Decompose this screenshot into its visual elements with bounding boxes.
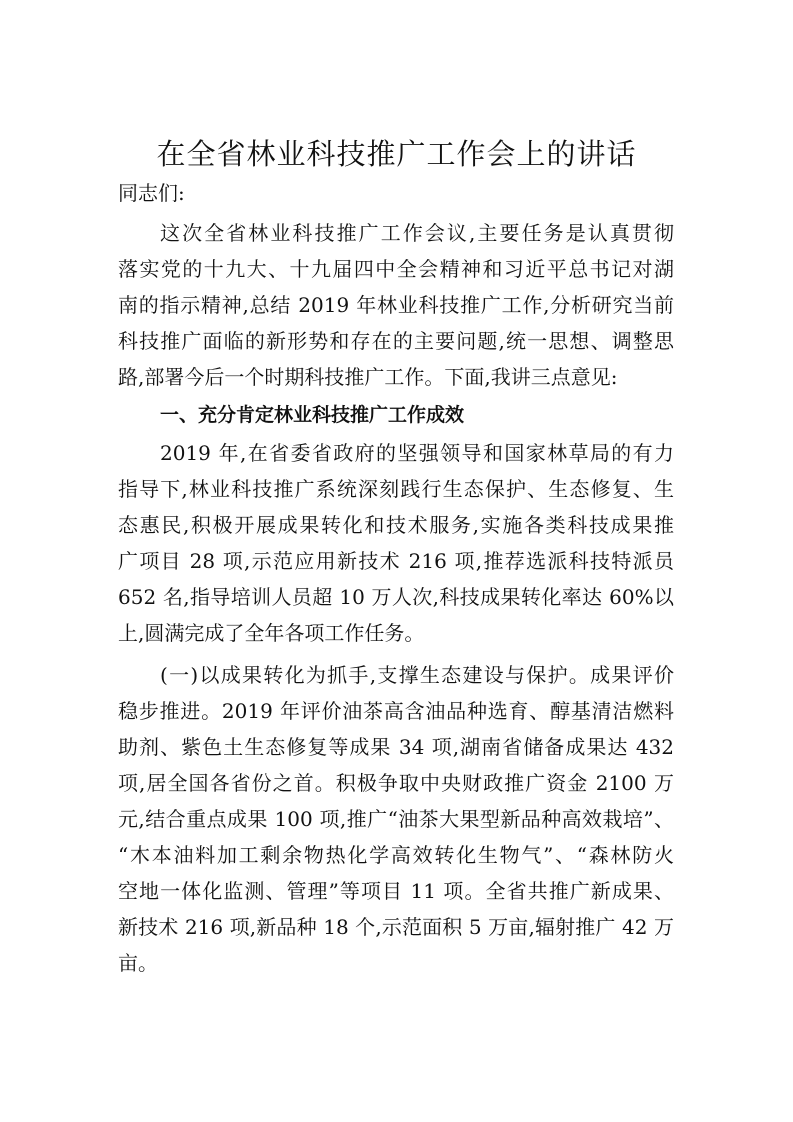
document-title: 在全省林业科技推广工作会上的讲话 (156, 137, 637, 171)
paragraph-line: 652 名,指导培训人员超 10 万人次,科技成果转化率达 60%以 (118, 585, 674, 609)
paragraph-line: 路,部署今后一个时期科技推广工作。下面,我讲三点意见: (118, 365, 618, 389)
section-heading: 一、充分肯定林业科技推广工作成效 (160, 404, 465, 426)
paragraph-line: “木本油料加工剩余物热化学高效转化生物气”、“森林防火 (118, 843, 674, 867)
paragraph-line: 空地一体化监测、管理”等项目 11 项。全省共推广新成果、 (118, 879, 674, 903)
paragraph-line: 南的指示精神,总结 2019 年林业科技推广工作,分析研究当前 (118, 293, 674, 317)
paragraph-line: 态惠民,积极开展成果转化和技术服务,实施各类科技成果推 (118, 513, 674, 537)
paragraph-line: 这次全省林业科技推广工作会议,主要任务是认真贯彻 (160, 221, 674, 245)
paragraph-line: 稳步推进。2019 年评价油茶高含油品种选育、醇基清洁燃料 (118, 699, 674, 723)
paragraph-line: 指导下,林业科技推广系统深刻践行生态保护、生态修复、生 (118, 477, 674, 501)
paragraph-line: 元,结合重点成果 100 项,推广“油茶大果型新品种高效栽培”、 (118, 807, 674, 831)
paragraph-line: 科技推广面临的新形势和存在的主要问题,统一思想、调整思 (118, 329, 674, 353)
paragraph-line: 亩。 (118, 951, 158, 975)
paragraph-line: 广项目 28 项,示范应用新技术 216 项,推荐选派科技特派员 (118, 549, 674, 573)
paragraph-line: 落实党的十九大、十九届四中全会精神和习近平总书记对湖 (118, 257, 674, 281)
paragraph-line: 项,居全国各省份之首。积极争取中央财政推广资金 2100 万 (118, 771, 674, 795)
paragraph-line: 新技术 216 项,新品种 18 个,示范面积 5 万亩,辐射推广 42 万 (118, 915, 674, 939)
paragraph-line: 2019 年,在省委省政府的坚强领导和国家林草局的有力 (160, 441, 674, 465)
paragraph-line: 助剂、紫色土生态修复等成果 34 项,湖南省储备成果达 432 (118, 735, 674, 759)
paragraph-line: 上,圆满完成了全年各项工作任务。 (118, 621, 425, 645)
salutation: 同志们: (118, 181, 185, 205)
paragraph-line: (一)以成果转化为抓手,支撑生态建设与保护。成果评价 (160, 663, 674, 687)
